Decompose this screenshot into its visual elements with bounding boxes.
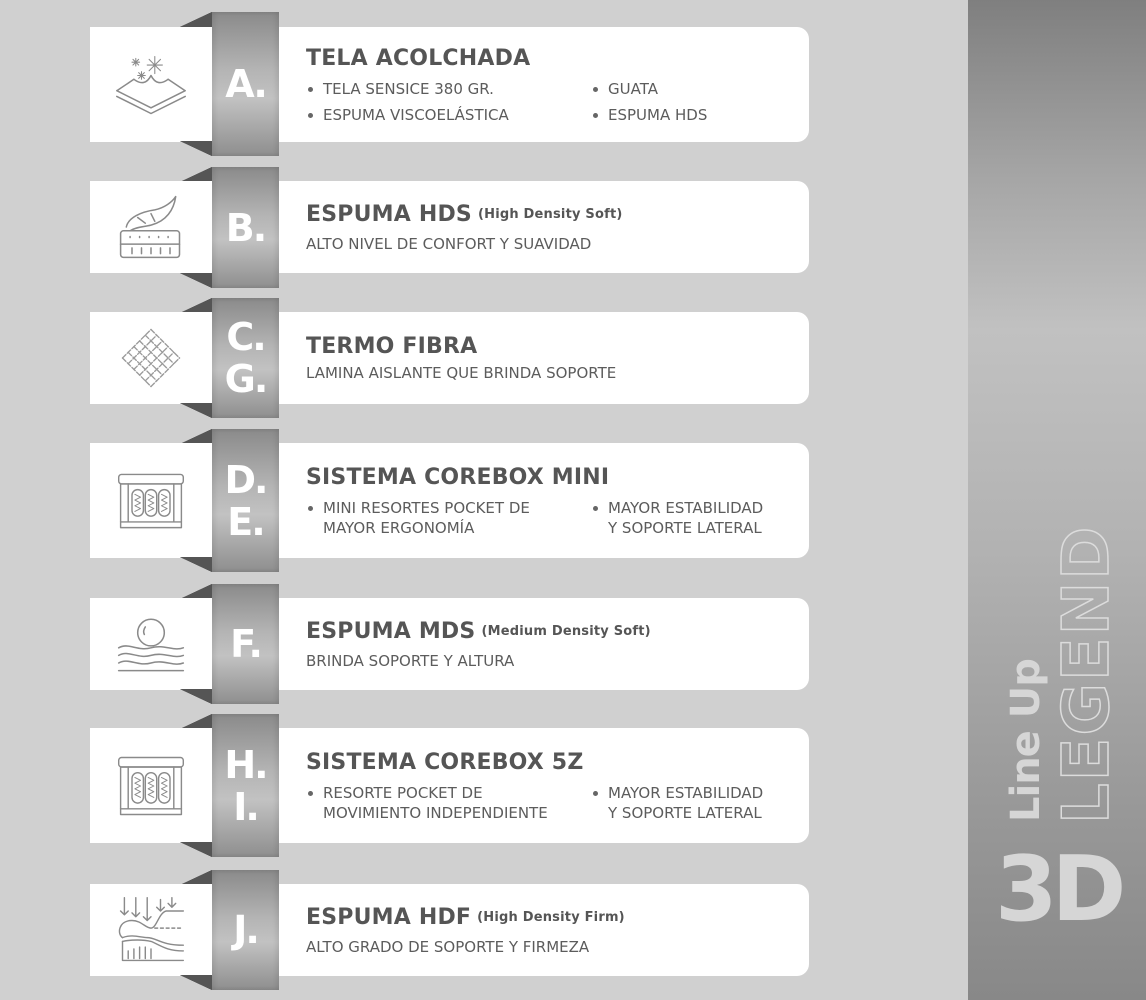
ribbon-fold-bottom [180,842,212,857]
layer-letter-ribbon [212,429,279,572]
ribbon-fold-top [180,584,212,599]
layer-description: LAMINA AISLANTE QUE BRINDA SOPORTE [306,364,617,382]
ribbon-fold-top [180,714,212,729]
layer-letter-ribbon [212,167,279,288]
pocket-spring-box-icon [113,748,189,824]
ribbon-fold-bottom [180,689,212,704]
bullet-list [306,498,809,538]
layer-text-card [279,443,809,558]
feather-mattress-icon [113,189,189,265]
bullet-list [306,783,809,823]
ribbon-fold-bottom [180,557,212,572]
sphere-on-foam-waves-icon [113,606,189,682]
layer-title: TELA ACOLCHADA [306,45,531,71]
layer-letter: A. [225,62,266,106]
layer-letter: C. [226,315,265,359]
layer-description: ALTO NIVEL DE CONFORT Y SUAVIDAD [306,234,592,253]
layer-subtitle: (High Density Firm) [477,909,625,925]
bullet-item: ESPUMA VISCOELÁSTICA [306,105,591,125]
layer-text-card [279,884,809,976]
ribbon-fold-bottom [180,141,212,156]
ribbon-fold-top [180,429,212,444]
layer-letter: F. [230,622,261,666]
icon-card [90,181,212,273]
layer-text-card [279,181,809,273]
ribbon-fold-top [180,870,212,885]
bullet-item: MAYOR ESTABILIDAD Y SOPORTE LATERAL [591,498,791,538]
layer-letter: D. [224,457,267,502]
ribbon-fold-bottom [180,975,212,990]
brand-line-label: Line Up [1003,659,1049,822]
icon-card [90,443,212,558]
icon-card [90,598,212,690]
layer-letter: G. [224,357,267,401]
layer-letter: E. [227,499,264,544]
icon-card [90,728,212,843]
pocket-spring-box-icon [113,463,189,539]
layer-text-card [279,27,809,142]
brand-model-label: 3D [995,837,1121,942]
brand-name-outline: LEGEND [1050,524,1124,824]
layer-subtitle: (High Density Soft) [477,206,623,222]
layer-letter: H. [224,742,267,787]
layer-description: ALTO GRADO DE SOPORTE Y FIRMEZA [306,937,590,956]
layer-letter-ribbon [212,714,279,857]
layer-letter-ribbon [212,12,279,156]
layer-title: SISTEMA COREBOX 5Z [306,749,584,775]
ribbon-fold-top [180,167,212,182]
bullet-item: ESPUMA HDS [591,105,791,125]
icon-card [90,27,212,142]
bullet-item: TELA SENSICE 380 GR. [306,79,591,99]
bullet-item: MAYOR ESTABILIDAD Y SOPORTE LATERAL [591,783,791,823]
ribbon-fold-top [180,298,212,313]
layer-title: ESPUMA HDS (High Density Soft) [306,201,623,227]
icon-card [90,312,212,404]
layer-text-card [279,312,809,404]
layer-letter: I. [233,784,258,829]
layer-letter-ribbon [212,298,279,418]
layer-description: BRINDA SOPORTE Y ALTURA [306,651,515,670]
layer-text-card [279,598,809,690]
ribbon-fold-bottom [180,273,212,288]
layer-title: ESPUMA MDS (Medium Density Soft) [306,618,651,644]
bullet-item: MINI RESORTES POCKET DE MAYOR ERGONOMÍA [306,498,591,538]
ribbon-fold-bottom [180,403,212,418]
layer-letter-ribbon [212,870,279,990]
layer-letter-ribbon [212,584,279,704]
bullet-item: RESORTE POCKET DE MOVIMIENTO INDEPENDIENTE [306,783,591,823]
layer-letter: J. [233,908,258,952]
woven-fiber-icon [113,320,189,396]
layer-title: TERMO FIBRA [306,334,478,359]
pressure-arrows-foam-icon [113,892,189,968]
bullet-item: GUATA [591,79,791,99]
layer-subtitle: (Medium Density Soft) [481,623,651,639]
layer-text-card [279,728,809,843]
layer-title: SISTEMA COREBOX MINI [306,464,610,490]
quilted-fabric-snowflake-icon [113,47,189,123]
icon-card [90,884,212,976]
bullet-list [306,79,809,125]
layer-letter: B. [225,205,266,250]
ribbon-fold-top [180,12,212,27]
layer-title: ESPUMA HDF (High Density Firm) [306,904,625,930]
